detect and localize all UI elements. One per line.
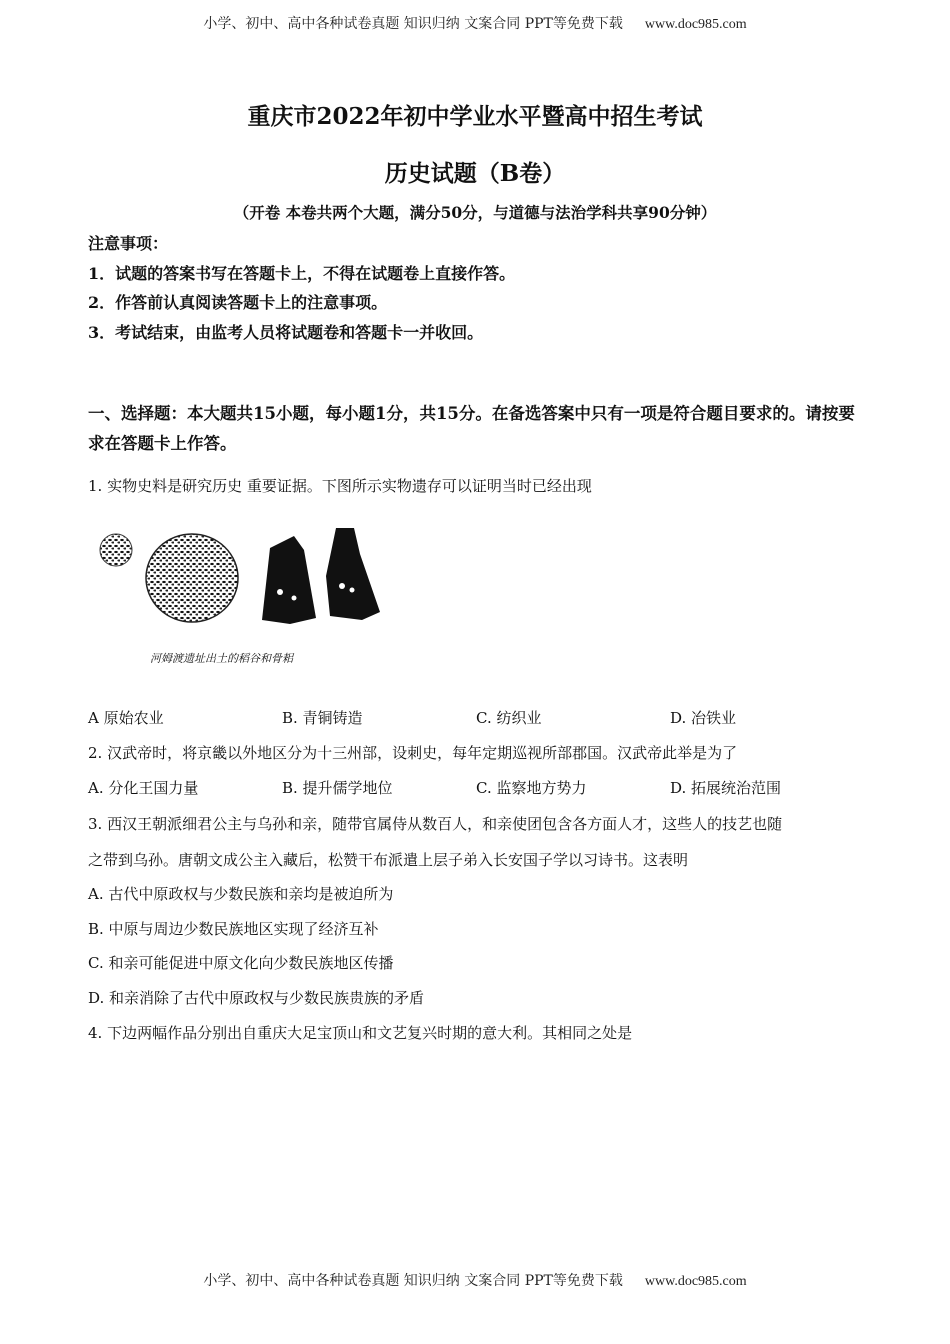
option-c[interactable]: C. 纺织业 [476,709,542,727]
question-2-stem: 2. 汉武帝时，将京畿以外地区分为十三州部，设刺史，每年定期巡视所部郡国。汉武帝此举是为了 [88,744,738,762]
option-b[interactable]: B. 中原与周边少数民族地区实现了经济互补 [88,920,379,938]
option-b[interactable]: B. 提升儒学地位 [282,779,393,797]
option-a[interactable]: A 原始农业 [88,709,164,727]
option-d[interactable]: D. 冶铁业 [670,709,737,727]
notice-item: 3．考试结束，由监考人员将试题卷和答题卡一并收回。 [88,322,484,342]
option-b[interactable]: B. 青铜铸造 [282,709,363,727]
page-header [0,13,950,33]
option-a[interactable]: A. 分化王国力量 [88,779,199,797]
page-footer [0,1270,950,1290]
question-3-stem-line-2: 之带到乌孙。唐朝文成公主入藏后，松赞干布派遣上层子弟入长安国子学以习诗书。这表明 [88,851,689,869]
header-text: 小学、初中、高中各种试卷真题 知识归纳 文案合同 PPT等免费下载 [203,16,623,32]
notice-title: 注意事项： [88,234,169,253]
footer-text: 小学、初中、高中各种试卷真题 知识归纳 文案合同 PPT等免费下载 [203,1273,623,1289]
notice-block [88,229,515,347]
footer-url[interactable]: www.doc985.com [644,1274,747,1289]
option-d[interactable]: D. 和亲消除了古代中原政权与少数民族贵族的矛盾 [88,989,425,1007]
question-4-stem: 4. 下边两幅作品分别出自重庆大足宝顶山和文艺复兴时期的意大利。其相同之处是 [88,1024,633,1042]
question-1-stem: 1. 实物史料是研究历史 重要证据。下图所示实物遗存可以证明当时已经出现 [88,477,592,495]
question-3-stem-line-1: 3. 西汉王朝派细君公主与乌孙和亲，随带官属侍从数百人，和亲使团包含各方面人才，这些人的技艺也随 [88,815,783,833]
question-1-figure [90,520,390,680]
figure-caption: 河姆渡遗址出土的稻谷和骨耜 [150,652,293,665]
header-url[interactable]: www.doc985.com [644,17,747,32]
option-d[interactable]: D. 拓展统治范围 [670,779,782,797]
rice-and-bone-artifact-image [90,520,390,680]
notice-item: 2．作答前认真阅读答题卡上的注意事项。 [88,293,388,312]
option-a[interactable]: A. 古代中原政权与少数民族和亲均是被迫所为 [88,885,394,903]
exam-subtitle: 历史试题（B卷） [384,160,566,187]
exam-title: 重庆市2022年初中学业水平暨高中招生考试 [247,103,703,130]
option-c[interactable]: C. 和亲可能促进中原文化向少数民族地区传播 [88,954,394,972]
exam-note-line: （开卷 本卷共两个大题，满分50分，与道德与法治学科共享90分钟） [233,203,717,222]
section-heading: 一、选择题：本大题共15小题，每小题1分，共15分。在备选答案中只有一项是符合题目要求的。请按要求在答题卡上作答。 [88,404,855,453]
option-c[interactable]: C. 监察地方势力 [476,779,587,797]
notice-item: 1．试题的答案书写在答题卡上，不得在试题卷上直接作答。 [88,263,516,283]
